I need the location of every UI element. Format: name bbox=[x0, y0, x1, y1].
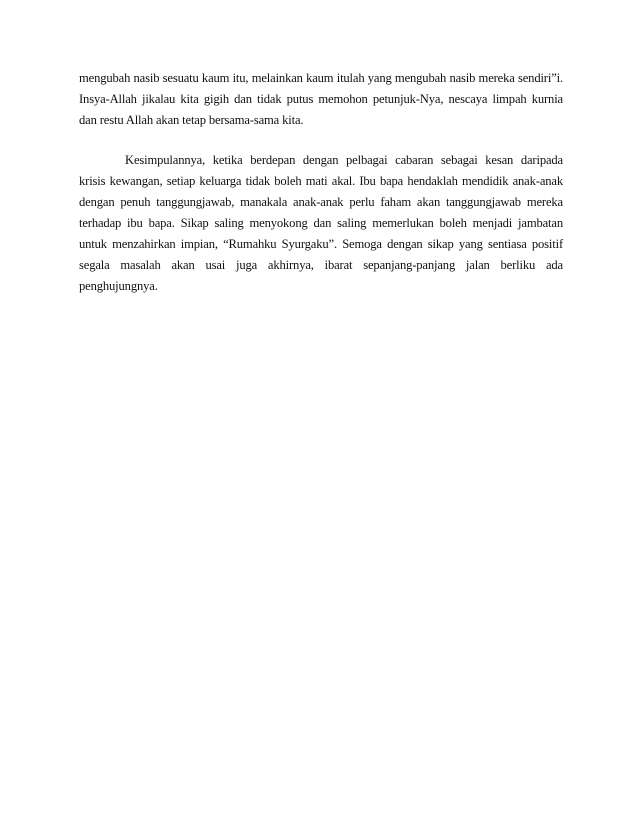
paragraph-line: krisis kewangan, setiap keluarga tidak boleh mati akal. Ibu bapa hendaklah mendidik anak-anak bbox=[79, 174, 563, 188]
paragraph-line: mengubah nasib sesuatu kaum itu, melainkan kaum itulah yang mengubah nasib mereka sendiri”i. bbox=[79, 71, 563, 85]
paragraph-conclusion bbox=[79, 150, 563, 297]
paragraph-line: segala masalah akan usai juga akhirnya, ibarat sepanjang-panjang jalan berliku ada bbox=[79, 258, 563, 272]
paragraph-line: untuk menzahirkan impian, “Rumahku Syurgaku”. Semoga dengan sikap yang sentiasa positif bbox=[79, 237, 563, 251]
paragraph-line: dan restu Allah akan tetap bersama-sama kita. bbox=[79, 113, 304, 127]
paragraph-line: Insya-Allah jikalau kita gigih dan tidak putus memohon petunjuk-Nya, nescaya limpah kurnia bbox=[79, 92, 563, 106]
paragraph-continuation bbox=[79, 68, 563, 131]
paragraph-line: terhadap ibu bapa. Sikap saling menyokong dan saling memerlukan boleh menjadi jambatan bbox=[79, 216, 563, 230]
paragraph-line: penghujungnya. bbox=[79, 279, 158, 293]
paragraph-line: Kesimpulannya, ketika berdepan dengan pelbagai cabaran sebagai kesan daripada bbox=[125, 153, 563, 167]
paragraph-line: dengan penuh tanggungjawab, manakala anak-anak perlu faham akan tanggungjawab mereka bbox=[79, 195, 563, 209]
